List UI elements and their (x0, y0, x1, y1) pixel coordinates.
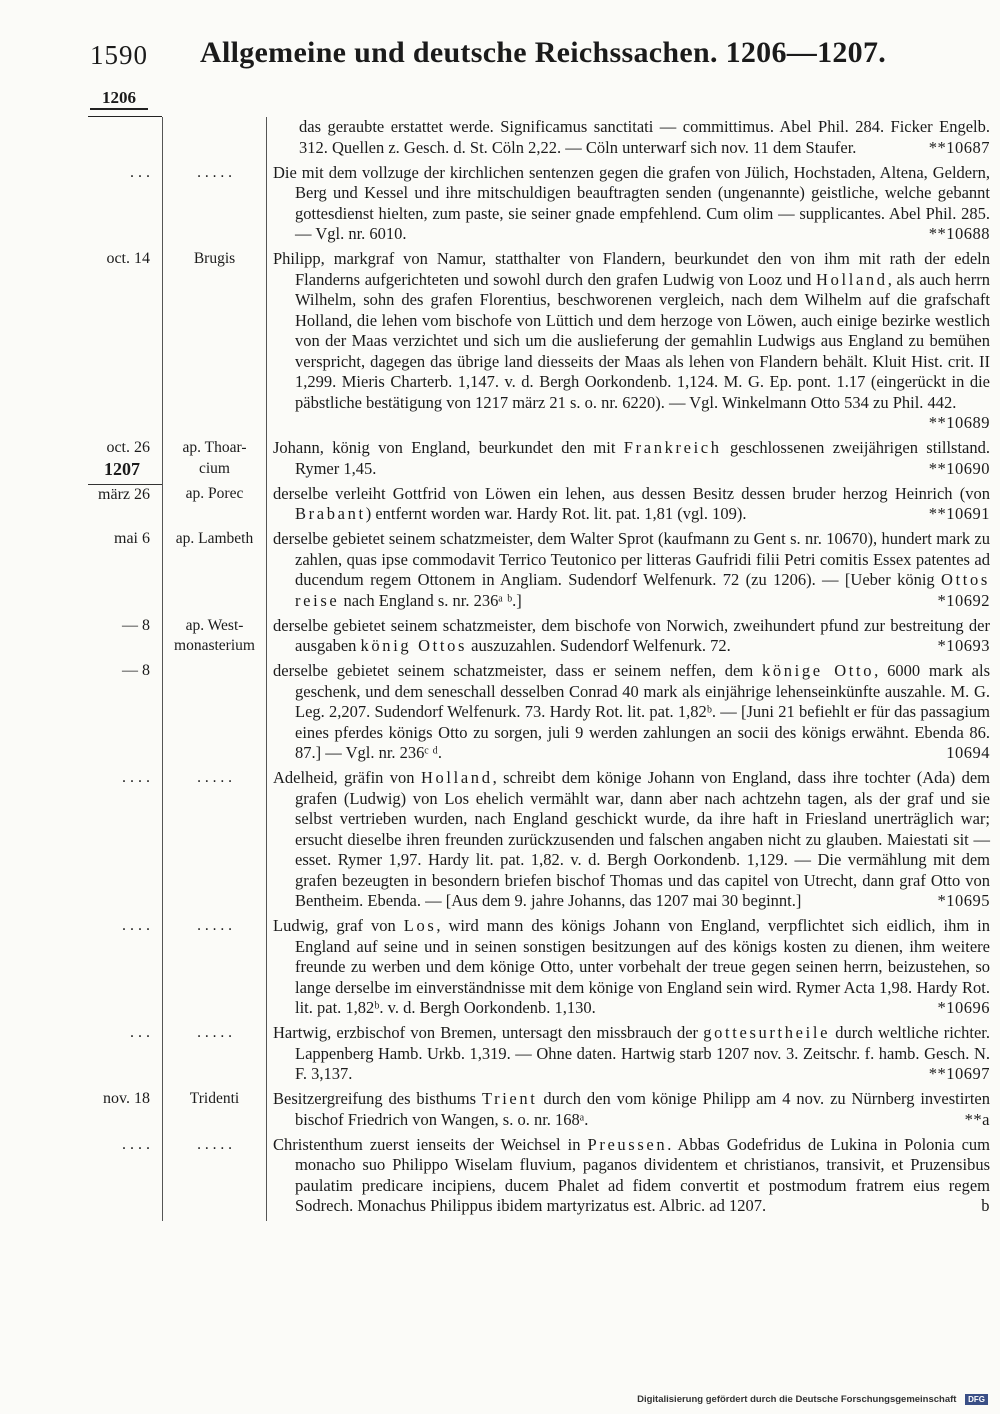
entry-date-cell (88, 249, 162, 438)
entry-place: . . . . . (197, 1024, 232, 1041)
entry-place-cell (162, 117, 266, 163)
spaced-term: gottesurtheile (703, 1023, 831, 1042)
text-segment: derselbe gebietet seinem schatzmeister, dem bischofe von Norwich, zweihundert pfund zur bestreitung der ausgaben (273, 615, 990, 655)
spaced-term: könige Otto (762, 661, 875, 680)
entry-place: Tridenti (189, 1090, 240, 1107)
entry-number: b (981, 1196, 990, 1215)
year-marker: 1207 (104, 458, 140, 479)
entry-date-cell (88, 916, 162, 1023)
entry-place-cell (162, 529, 266, 616)
entry-text (266, 438, 990, 484)
register-entry (88, 916, 990, 1023)
entry-date: . . . (130, 1024, 150, 1041)
text-segment: , wird mann des königs Johann von England, verpflichtet sich eidlich, ihm in England auf seine und in seinen sonstigen besitzungen auf des königs kosten zu dienen, ihm weitere freunde zu werben und dem könige Otto, unter vorbehalt der treue gegen seinen herrn, beizustehen, so lange derselbe im einverständnisse mit dem könige von England sein wird. Rymer Acta 1,98. Hardy Rot. lit. pat. 1,82ᵇ. v. d. Bergh Oorkondenb. 1,130. (295, 916, 990, 1017)
entry-place-cell (162, 1023, 266, 1089)
entry-text (266, 1089, 990, 1135)
entry-place: . . . . . (197, 769, 232, 786)
entry-date-cell (88, 484, 162, 530)
entry-date-cell (88, 529, 162, 616)
entry-text (266, 249, 990, 438)
year-heading (88, 88, 162, 117)
register-entries (88, 117, 990, 1221)
entry-date-cell (88, 1023, 162, 1089)
entry-number: *10692 (937, 590, 990, 610)
text-segment: Hartwig, erzbischof von Bremen, untersagt den missbrauch der (273, 1023, 704, 1042)
text-segment: . Abbas Godefridus de Lukina in Polonia cum monacho suo Philippo Wiselam fluvium, paganos dividentem et christianos, transivit, et Pruzensibus paulatim predicare incipiens, ducem Phalet ad fidem convertit et postmodum fratrem eius regem Sodrech. Monachus Philippus ibidem martyrizatus est. Albric. ad 1207. (295, 1134, 990, 1215)
register-entry (88, 249, 990, 438)
entry-number: **10688 (928, 224, 990, 243)
entry-number: **a (964, 1109, 990, 1129)
register-entry (88, 661, 990, 768)
entry-place-cell (162, 768, 266, 916)
entry-place: ap. Porec (185, 484, 244, 502)
spaced-term: könig Ottos (360, 636, 468, 655)
page-number: 1590 (90, 40, 148, 70)
register-entry (88, 484, 990, 530)
text-segment: durch weltliche richter. Lappenberg Hamb. Urkb. 1,319. — Ohne daten. Hartwig starb 1207 nov. 3. Zeitschr. f. hamb. Gesch. N. F. 3,137. (295, 1023, 991, 1083)
entry-text (266, 916, 990, 1023)
entry-number: *10696 (937, 998, 990, 1017)
entry-place: . . . . . (197, 917, 232, 934)
text-segment: das geraubte erstattet werde. Significamus sanctitati — committimus. Abel Phil. 284. Ficker Engelb. 312. Quellen z. Gesch. d. St. Cöln 2,22. — Cöln unterwarf sich nov. 11 dem Staufer. (299, 117, 990, 157)
entry-place: Brugis (193, 250, 236, 267)
entry-date-cell (88, 117, 162, 163)
entry-number: *10695 (937, 891, 990, 910)
register-entry (88, 163, 990, 250)
entry-date: märz 26 (98, 485, 150, 503)
text-segment: auszuzahlen. Sudendorf Welfenurk. 72. (467, 636, 731, 655)
spaced-term: Preussen (587, 1134, 668, 1154)
entry-text (266, 1135, 990, 1222)
entry-date: . . . . (122, 1135, 150, 1153)
register-entry (88, 438, 990, 484)
spaced-term: Holland (420, 768, 493, 787)
year-label: 1206 (90, 88, 148, 110)
entry-date: — 8 (122, 616, 150, 634)
spaced-term: Ottos reise (295, 570, 990, 610)
spaced-term: Brabant (295, 504, 366, 523)
text-segment: durch den vom könige Philipp am 4 nov. zu Nürnberg investirten bischof Friedrich von Wangen, s. o. nr. 168ᵃ. (295, 1089, 991, 1129)
spaced-term: Los (403, 916, 437, 935)
entry-number: **10689 (928, 413, 990, 432)
entry-text (266, 163, 990, 250)
text-segment: Ludwig, graf von (273, 916, 404, 935)
entry-number: *10693 (937, 636, 990, 655)
entry-date-cell (88, 661, 162, 768)
text-segment: ) entfernt worden war. Hardy Rot. lit. pat. 1,81 (vgl. 109). (365, 504, 747, 523)
register-entry (88, 1089, 990, 1135)
entry-text (266, 529, 990, 616)
text-segment: geschlossenen zweijährigen stillstand. Rymer 1,45. (295, 438, 990, 478)
entry-date-cell (88, 768, 162, 916)
entry-date: mai 6 (114, 530, 150, 547)
entry-place-cell (162, 438, 266, 484)
spaced-term: Trient (481, 1089, 538, 1108)
entry-place-cell (162, 916, 266, 1023)
entry-date-cell (88, 438, 162, 484)
entry-text (266, 484, 990, 530)
spaced-term: Holland (816, 269, 888, 289)
register-entry (88, 117, 990, 163)
text-segment: , 6000 mark als geschenk, und dem seneschall desselben Conrad 40 mark als einjährige lehenseinkünfte auszahle. M. G. Leg. 2,207. Sudendorf Welfenurk. 73. Hardy Rot. lit. pat. 1,82ᵇ. — [Juni 21 befiehlt er für das passagium eines pferdes königs Otto zu sorgen, juli 9 werden zahlungen an socii des königs erwähnt. Ebenda 86. 87.] — Vgl. nr. 236ᶜ ᵈ. (295, 661, 990, 762)
entry-number: **10690 (928, 458, 990, 478)
entry-text (266, 616, 990, 662)
entry-place: . . . . . (197, 163, 232, 181)
entry-place: cium (199, 459, 230, 477)
entry-place-cell (162, 1089, 266, 1135)
entry-place-cell (162, 616, 266, 662)
entry-number: **10687 (928, 137, 990, 157)
spaced-term: Frankreich (623, 438, 722, 457)
dfg-logo-icon: DFG (965, 1394, 988, 1405)
register-entry (88, 1135, 990, 1222)
entry-date: . . . . (122, 917, 150, 934)
text-segment: , als auch herrn Wilhelm, sohn des grafen Florentius, beschworenen vergleich, nach dem Wilhelm auf die grafschaft Holland, die lehen vom bischofe von Lüttich und dem herzoge von Löwen, auch einige bezirke westlich von der Maas verzichtet und sich um die auslieferung der gemahlin Ludwigs aus England zu bemühen verspricht, dagegen das übrige land diesseits der Maas als lehen von Flandern behält. Kluit Hist. crit. II 1,299. Mieris Charterb. 1,147. v. d. Bergh Oorkondenb. 1,124. M. G. Ep. pont. 1.17 (eingerückt in die päbstliche bestätigung von 1217 märz 21 s. o. nr. 6220). — Vgl. Winkelmann Otto 534 zu Phil. 442. (295, 269, 990, 412)
footer (637, 1394, 988, 1405)
entry-date: . . . . (122, 769, 150, 786)
entry-text (266, 1023, 990, 1089)
text-segment: , schreibt dem könige Johann von England, dass ihre tochter (Ada) dem grafen (Ludwig) von Los ehelich vermählt war, dann aber nach achtzehn tagen, als der graf und sie selbst vertrieben wurden, nach England geschickt wurde, da ihre haft in Friesland unerträglich war; ersucht dieselbe ihren freunden zurückzusenden und falschen angaben nicht zu glauben. Maiestati sit — esset. Rymer 1,97. Hardy lit. pat. 1,82. v. d. Bergh Oorkondenb. 1,129. — Die vermählung mit dem grafen bezeugten in besondern briefen bischof Thomas und das capitel von Utrecht, dann graf Otto von Bentheim. Ebenda. — [Aus dem 9. jahre Johanns, das 1207 mai 30 beginnt.] (295, 768, 990, 910)
entry-place: ap. West- (185, 616, 244, 634)
entry-text (266, 768, 990, 916)
register-entry (88, 529, 990, 616)
entry-date: nov. 18 (103, 1090, 150, 1107)
text-segment: derselbe gebietet seinem schatzmeister, dem Walter Sprot (kaufmann zu Gent s. nr. 10670), hundert mark zu zahlen, quas ipse commodavit Terrico Teutonico per litteras Gaufridi filii Petri comitis Essex patentes ad ducendum regem Ottonem in Angliam. Sudendorf Welfenurk. 72 (zu 1206). — [Ueber könig (273, 529, 990, 589)
register-entry (88, 768, 990, 916)
entry-number: 10694 (946, 743, 990, 762)
entry-place-cell (162, 249, 266, 438)
entry-number: **10697 (928, 1064, 990, 1083)
text-segment: Adelheid, gräfin von (273, 768, 421, 787)
page-header (88, 34, 918, 76)
entry-text (266, 117, 990, 163)
entry-number: **10691 (928, 504, 990, 523)
entry-place: . . . . . (197, 1135, 232, 1153)
entry-place-cell (162, 484, 266, 530)
text-segment: Die mit dem vollzuge der kirchlichen sentenzen gegen die grafen von Jülich, Hochstaden, Altena, Geldern, Berg und Kessel und ihre mitschuldigen beauftragten senden (ungenannte) geistliche, welche gebannt gottesdienst hielten, zum paste, sie seiner gnade empfehlend. Cum olim — supplicantes. Abel Phil. 285. — Vgl. nr. 6010. (273, 162, 990, 243)
text-segment: Philipp, markgraf von Namur, statthalter von Flandern, beurkundet den von ihm mit rath der edeln Flanderns aufgerichteten und sowohl durch den grafen Ludwig von Looz und (273, 249, 990, 289)
entry-date-cell (88, 163, 162, 250)
text-segment: derselbe gebietet seinem schatzmeister, dass er seinem neffen, dem (273, 661, 763, 680)
entry-place-cell (162, 661, 266, 768)
entry-date-cell (88, 1089, 162, 1135)
entry-place: ap. Lambeth (175, 530, 254, 547)
entry-date: — 8 (122, 662, 150, 679)
text-segment: nach England s. nr. 236ᵃ ᵇ.] (339, 590, 522, 610)
entry-date: oct. 26 (106, 439, 150, 456)
footer-credit-text: Digitalisierung gefördert durch die Deutsche Forschungsgemeinschaft (637, 1394, 957, 1406)
entry-place: ap. Thoar- (182, 439, 247, 456)
entry-date-cell (88, 616, 162, 662)
page-title: Allgemeine und deutsche Reichssachen. 1206—1207. (200, 36, 887, 69)
register-entry (88, 616, 990, 662)
text-segment: Besitzergreifung des bisthums (273, 1089, 482, 1108)
entry-place-cell (162, 1135, 266, 1222)
text-segment: derselbe verleiht Gottfrid von Löwen ein lehen, aus dessen Besitz dessen bruder herzog Heinrich (von (273, 483, 990, 503)
entry-date: oct. 14 (106, 250, 150, 267)
entry-date-cell (88, 1135, 162, 1222)
text-segment: Christenthum zuerst ienseits der Weichsel in (273, 1134, 588, 1154)
entry-date: . . . (130, 163, 150, 181)
text-segment: Johann, könig von England, beurkundet den mit (273, 438, 624, 457)
entry-place: monasterium (174, 637, 255, 654)
entry-text (266, 661, 990, 768)
entry-place-cell (162, 163, 266, 250)
register-entry (88, 1023, 990, 1089)
